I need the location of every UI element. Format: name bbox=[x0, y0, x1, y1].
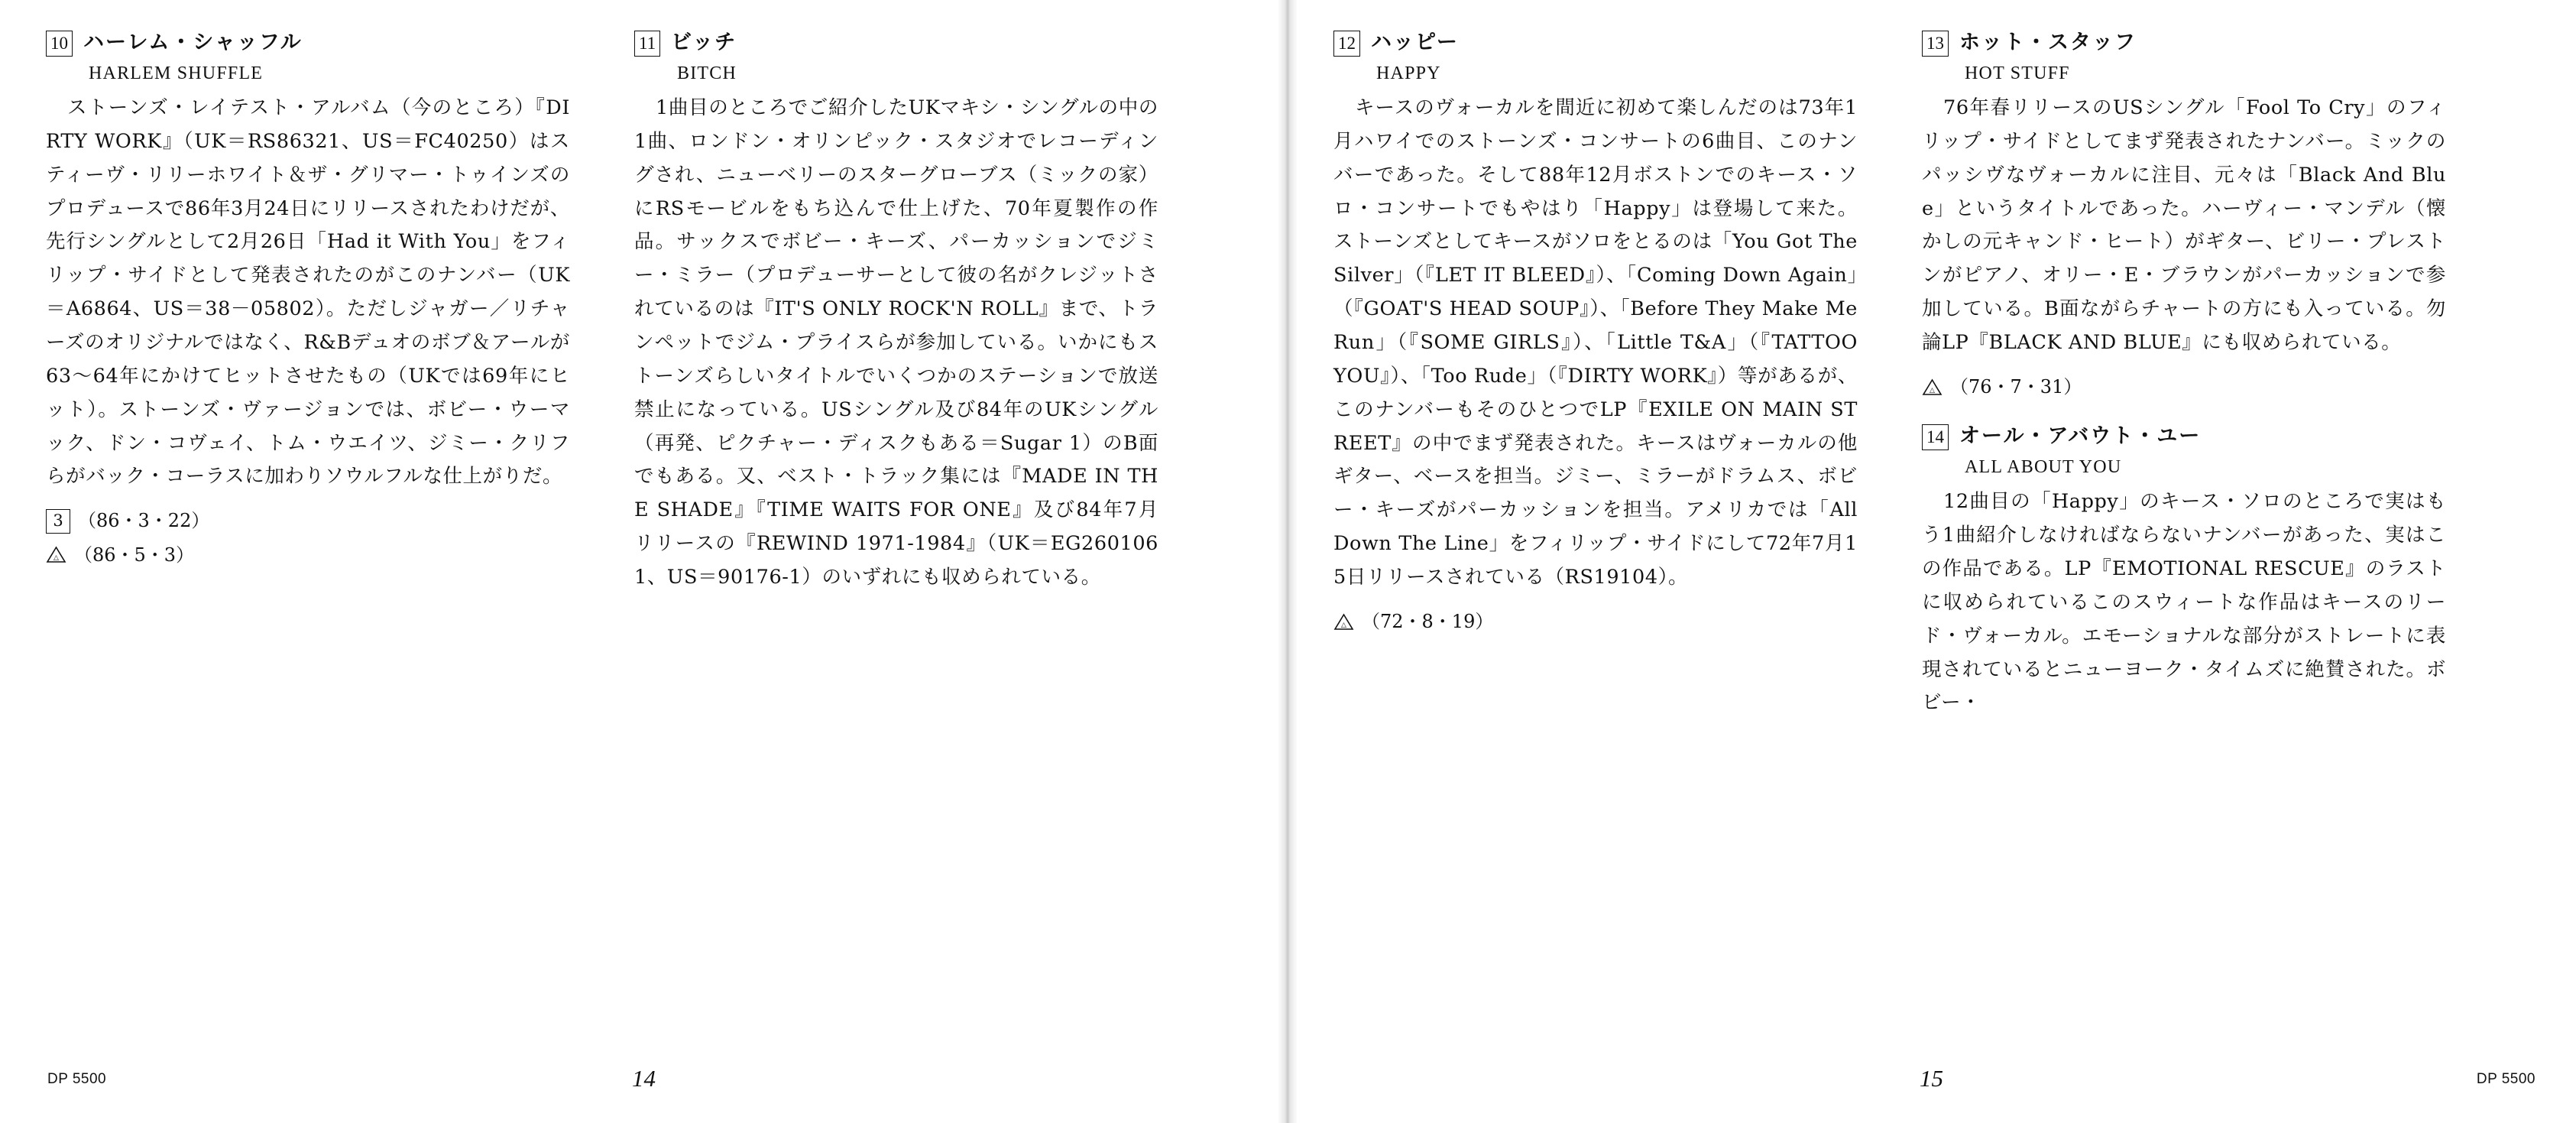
track-description: 1曲目のところでご紹介したUKマキシ・シングルの中の1曲、ロンドン・オリンピック・スタジオでレコーディングされ、ニューベリーのスターグローブス（ミックの家）にRSモービルをもち込んで仕上げた、70年夏製作の作品。サックスでボビー・キーズ、パーカッションでジミー・ミラー（プロデューサーとして彼の名がクレジットされているのは『IT'S ONLY ROCK'N ROLL』まで、トランペットでジム・プライスらが参加している。いかにもストーンズらしいタイトルでいくつかのステーションで放送禁止になっている。USシングル及び84年のUKシングル（再発、ピクチャー・ディスクもある＝Sugar 1）のB面でもある。又、ベスト・トラック集には『MADE IN THE SHADE』『TIME WAITS FOR ONE』及び84年7月リリースの『REWIND 1971-1984』（UK＝EG2601061、US＝90176-1）のいずれにも収められている。 bbox=[634, 96, 1158, 589]
track-number-badge: 11 bbox=[634, 31, 660, 57]
page-number: 14 bbox=[632, 1065, 656, 1092]
track-title-english: ALL ABOUT YOU bbox=[1965, 457, 2122, 478]
track-title-japanese: ハーレム・シャッフル bbox=[83, 31, 303, 54]
track-entry bbox=[634, 31, 1158, 595]
track-title-japanese: オール・アバウト・ユー bbox=[1959, 424, 2202, 449]
right-column-1 bbox=[1333, 31, 1858, 743]
track-heading bbox=[1333, 31, 1858, 57]
track-number-badge: 10 bbox=[46, 31, 73, 57]
track-number-badge: 12 bbox=[1333, 31, 1360, 57]
track-entry bbox=[46, 31, 570, 570]
track-number-badge: 14 bbox=[1922, 424, 1949, 450]
track-description: キースのヴォーカルを間近に初めて楽しんだのは73年1月ハワイでのストーンズ・コンサートの6曲目、このナンバーであった。そして88年12月ボストンでのキース・ソロ・コンサートでもやはり「Happy」は登場して来た。ストーンズとしてキースがソロをとるのは「You Got The Silver」（『LET IT BLEED』）、「Coming Down Again」（『GOAT'S HEAD SOUP』）、「Before They Make Me Run」（『SOME GIRLS』）、「Little T&A」（『TATTOO YOU』）、「Too Rude」（『DIRTY WORK』）等があるが、このナンバーもそのひとつでLP『EXILE ON MAIN STREET』の中でまず発表された。キースはヴォーカルの他ギター、ベースを担当。ジミー、ミラーがドラムス、ボビー・キーズがパーカッションを担当。アメリカでは「All Down The Line」をフィリップ・サイドにして72年7月15日リリースされている（RS19104）。 bbox=[1333, 96, 1858, 589]
left-page-columns bbox=[46, 31, 1251, 618]
catalog-code: DP 5500 bbox=[47, 1071, 107, 1087]
track-title-english: HARLEM SHUFFLE bbox=[89, 63, 264, 83]
track-entry bbox=[1922, 31, 2446, 401]
triangle-icon bbox=[46, 546, 66, 563]
track-heading bbox=[1922, 31, 2446, 57]
right-page bbox=[1288, 0, 2575, 1123]
right-column-2 bbox=[1922, 31, 2446, 743]
track-title-english: BITCH bbox=[677, 63, 737, 83]
track-entry bbox=[1333, 31, 1858, 636]
triangle-icon bbox=[1922, 378, 1943, 396]
track-number-badge: 13 bbox=[1922, 31, 1949, 57]
credit-line bbox=[1333, 607, 1858, 636]
right-page-columns bbox=[1333, 31, 2539, 743]
svg-text:△: △ bbox=[1930, 386, 1935, 394]
disc-number-badge: 3 bbox=[46, 509, 70, 534]
track-description: 12曲目の「Happy」のキース・ソロのところで実はもう1曲紹介しなければならないナンバーがあった、実はこの作品である。LP『EMOTIONAL RESCUE』のラストに収められているこのスウィートな作品はキースのリード・ヴォーカル。エモーショナルな部分がストレートに表現されているとニューヨーク・タイムズに絶賛された。ボビー・ bbox=[1922, 490, 2446, 715]
track-credits bbox=[1333, 607, 1858, 636]
credit-date: （86・3・22） bbox=[78, 510, 210, 532]
catalog-code: DP 5500 bbox=[2476, 1071, 2535, 1087]
track-description: ストーンズ・レイテスト・アルバム（今のところ）『DIRTY WORK』（UK＝RS86321、US＝FC40250）はスティーヴ・リリーホワイト＆ザ・グリマー・トゥインズのプロデュースで86年3月24日にリリースされたわけだが、先行シングルとして2月26日「Had it With You」をフィリップ・サイドとして発表されたのがこのナンバー（UK＝A6864、US＝38－05802）。ただしジャガー／リチャーズのオリジナルではなく、R&Bデュオのボブ＆アールが63～64年にかけてヒットさせたもの（UKでは69年にヒット）。ストーンズ・ヴァージョンでは、ボビー・ウーマック、ドン・コヴェイ、トム・ウエイツ、ジミー・クリフらがバック・コーラスに加わりソウルフルな仕上がりだ。 bbox=[46, 96, 570, 488]
track-entry bbox=[1922, 424, 2446, 720]
credit-date: （72・8・19） bbox=[1362, 610, 1494, 632]
triangle-icon bbox=[1333, 613, 1354, 631]
track-heading bbox=[1922, 424, 2446, 450]
credit-line bbox=[46, 540, 570, 570]
left-column-1 bbox=[46, 31, 570, 618]
svg-text:△: △ bbox=[53, 554, 59, 563]
track-title-japanese: ビッチ bbox=[671, 31, 737, 54]
left-column-2 bbox=[634, 31, 1158, 618]
track-credits bbox=[46, 506, 570, 570]
track-title-japanese: ホット・スタッフ bbox=[1959, 31, 2137, 54]
track-heading bbox=[634, 31, 1158, 57]
track-description: 76年春リリースのUSシングル「Fool To Cry」のフィリップ・サイドとしてまず発表されたナンバー。ミックのパッシヴなヴォーカルに注目、元々は「Black And Blue」というタイトルであった。ハーヴィー・マンデル（懐かしの元キャンド・ヒート）がギター、ビリー・プレストンがピアノ、オリー・E・ブラウンがパーカッションで参加している。B面ながらチャートの方にも入っている。勿論LP『BLACK AND BLUE』にも収められている。 bbox=[1922, 96, 2446, 355]
credit-line bbox=[1922, 372, 2446, 401]
credit-date: （76・7・31） bbox=[1950, 375, 2082, 398]
track-heading bbox=[46, 31, 570, 57]
page-number: 15 bbox=[1920, 1065, 1943, 1092]
track-title-english: HAPPY bbox=[1376, 63, 1441, 83]
track-title-japanese: ハッピー bbox=[1371, 31, 1459, 54]
track-title-english: HOT STUFF bbox=[1965, 63, 2070, 83]
track-credits bbox=[1922, 372, 2446, 401]
credit-line bbox=[46, 506, 570, 535]
svg-text:△: △ bbox=[1341, 621, 1346, 629]
credit-date: （86・5・3） bbox=[74, 544, 195, 566]
